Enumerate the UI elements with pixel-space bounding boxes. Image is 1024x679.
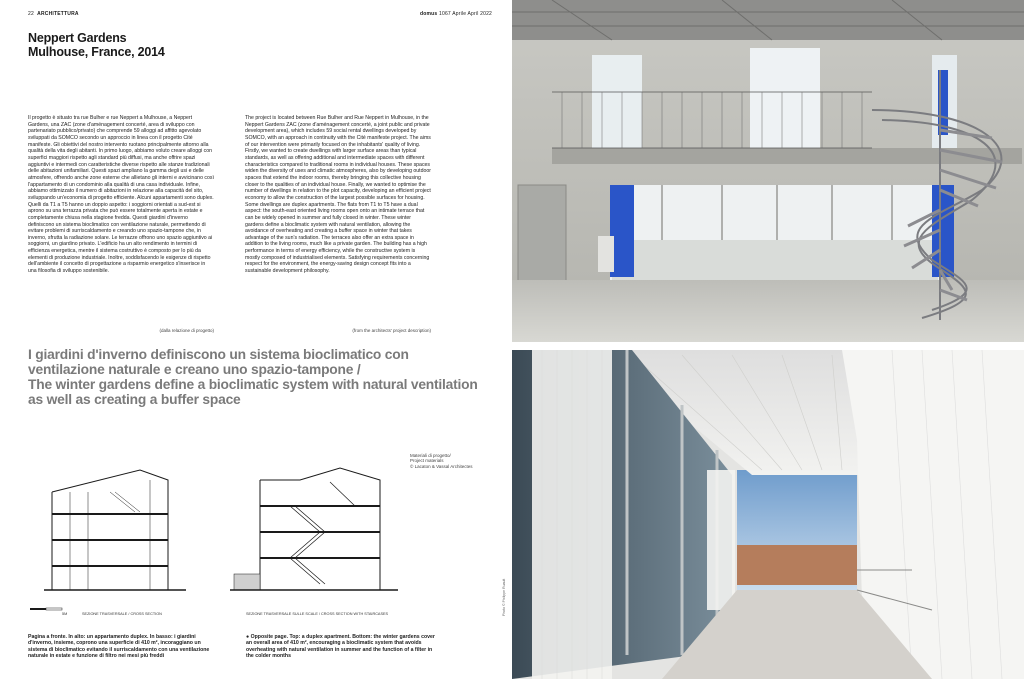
photo-caption-en: ● Opposite page. Top: a duplex apartment. Bottom: the winter gardens cover an overall area of 410 m², encouraging a bioclimatic system that avoids overheating with natural ventilation in summer and the function of a filter in the colder months bbox=[246, 634, 435, 660]
page-header-right bbox=[420, 11, 492, 17]
pull-quote-en: The winter gardens define a bioclimatic system with natural ventilation as well as creating a buffer space bbox=[28, 377, 478, 407]
cross-section-drawing bbox=[40, 462, 190, 597]
pull-quote-it: I giardini d'inverno definiscono un sistema bioclimatico con ventilazione naturale e creano uno spazio-tampone / bbox=[28, 347, 409, 377]
title-line-2: Mulhouse, France, 2014 bbox=[28, 45, 165, 59]
duplex-interior-photo bbox=[512, 0, 1024, 342]
page-header-left bbox=[28, 11, 79, 17]
photo-caption-it: Pagina a fronte. In alto: un appartamento duplex. In basso: i giardini d'inverno, insieme, coprono una superficie di 410 m², incoraggiano un sistema di bioclimatico evitando il surriscaldamento con una ventilazione naturale in estate e funzione di filtro nei mesi più freddi bbox=[28, 634, 210, 660]
pull-quote bbox=[28, 347, 488, 407]
issue-label: 1067 Aprile April 2022 bbox=[438, 11, 493, 17]
materials-credit: Materiali di progetto/ Project materials © Lacaton & Vassal Architectes bbox=[410, 453, 473, 469]
english-body: The project is located between Rue Bulher and Rue Neppert in Mulhouse, in the Neppert Gardens ZAC (zone d'aménagement concerté, a joint public and private development area), which includes 59 social rental dwellings developed by SOMCO, with an approach in continuity with the Cité manifeste project. The aims of our intervention were primarily focused on the inhabitants' quality of living. Firstly, we wanted to create dwellings with larger surface areas than typical standards, as well as offering additional and intermediate spaces with different characteristics compared to traditional rooms in individual houses. These spaces widen the diversity of uses and climatic atmospheres, also by developing outdoor spaces that extend the indoor rooms, thereby bringing this collective housing closer to the qualities of an individual house. Finally, we wanted to optimise the number of dwellings in relation to the plot capacity, developing an efficient project economy to allow the construction of the largest possible surfaces for housing. Some dwellings are duplex apartments. The flats from T1 to T5 have a dual aspect: the south-east oriented living rooms open onto an intimate terrace that can be widely opened in summer and fully closed in winter. These winter gardens define a bioclimatic system with natural ventilation, allowing the avoidance of overheating and creating a buffer space in winter that takes advantage of the sun's radiation. The terraces also offer an extra space in addition to the living rooms, much like a private garden. The building has a high performance in terms of energy efficiency, while the constructive system is mostly composed of industrialised elements. Satisfying requirements concerning respect for the environment, the energy-saving design concept fits into a sustainable development philosophy. bbox=[245, 115, 431, 275]
cross-section-staircase-drawing bbox=[230, 462, 400, 597]
english-credit: (from the architects' project description) bbox=[352, 328, 431, 334]
title-line-1: Neppert Gardens bbox=[28, 31, 127, 45]
english-column bbox=[245, 115, 431, 335]
section-label: ARCHITETTURA bbox=[37, 11, 79, 17]
magazine-name: domus bbox=[420, 11, 438, 17]
italian-column bbox=[28, 115, 214, 335]
winter-garden-photo bbox=[512, 350, 1024, 679]
section-caption-2: SEZIONE TRASVERSALE SULLE SCALE / CROSS SECTION WITH STAIRCASES bbox=[246, 612, 389, 616]
italian-body: Il progetto è situato tra rue Bulher e rue Neppert a Mulhouse, a Neppert Gardens, una ZAC (zone d'aménagement concerté, area di sviluppo con partenariato pubblico/privato) che comprende 59 alloggi ad affitto agevolato sviluppati da SOMCO secondo un approccio in linea con il progetto Cité manifeste. Gli obiettivi del nostro intervento ruotano principalmente attorno alla qualità della vita degli abitanti. In primo luogo, abbiamo voluto creare alloggi con superfici maggiori rispetto agli standard più diffusi, ma anche offrire spazi aggiuntivi e intermedi con caratteristiche diverse rispetto alle stanze tradizionali delle abitazioni unifamiliari. Questi spazi ampliano la gamma degli usi e delle atmosfere, offrendo anche zone esterne che allietano gli interni e avvicinano così l'appartamento di un condominio alla qualità di una casa individuale. Infine, abbiamo ottimizzato il numero di abitazioni in relazione alla capacità del sito, sviluppando un'economia di progetto efficiente. Alcuni appartamenti sono duplex. Quelli da T1 a T5 hanno un doppio aspetto: i soggiorni orientati a sud-est si aprono su una terrazza privata che può essere totalmente aperta in estate e completamente chiusa nella stagione fredda. Questi giardini d'inverno definiscono un sistema bioclimatico con ventilazione naturale, permettendo di evitare problemi di surriscaldamento e creando uno spazio-tampone che, in inverno, sfrutta la radiazione solare. Le terrazze offrono uno spazio aggiuntivo ai soggiorni, un giardino privato. L'edificio ha un alto rendimento in termini di efficienza energetica, mentre il sistema costruttivo è composto per lo più da elementi di produzione industriale. Inoltre, soddisfacendo le esigenze di rispetto dell'ambiente il concetto di progettazione a risparmio energetico s'inserisce in una filosofia di sviluppo sostenibile. bbox=[28, 115, 214, 275]
photo-credit: Photo © Philippe Ruault bbox=[502, 578, 506, 616]
section-caption-1: SEZIONE TRASVERSALE / CROSS SECTION bbox=[82, 612, 162, 616]
page-number: 22 bbox=[28, 11, 34, 17]
italian-credit: (dalla relazione di progetto) bbox=[159, 328, 214, 334]
scale-label: 5M bbox=[62, 612, 68, 616]
article-title bbox=[28, 31, 165, 59]
